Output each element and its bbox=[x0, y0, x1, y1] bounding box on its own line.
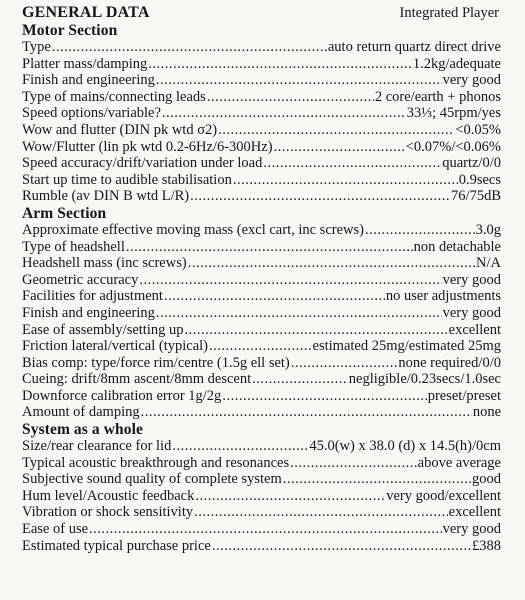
dot-leader bbox=[188, 255, 475, 272]
dot-leader bbox=[365, 222, 475, 239]
dot-leader bbox=[156, 72, 442, 89]
spec-value: excellent bbox=[448, 504, 501, 521]
dot-leader bbox=[89, 521, 442, 538]
dot-leader bbox=[212, 538, 471, 555]
spec-row bbox=[22, 338, 501, 355]
dot-leader bbox=[291, 355, 398, 372]
spec-value: 3.0g bbox=[475, 221, 501, 238]
spec-row bbox=[22, 188, 501, 205]
dot-leader bbox=[162, 105, 406, 122]
spec-label: Hum level/Acoustic feedback bbox=[22, 487, 195, 504]
spec-label: Type of headshell bbox=[22, 238, 125, 255]
spec-label: Wow and flutter (DIN pk wtd σ2) bbox=[22, 121, 218, 138]
dot-leader bbox=[141, 404, 472, 421]
spec-row bbox=[22, 72, 501, 89]
spec-row bbox=[22, 56, 501, 73]
spec-value: 33⅓; 45rpm/yes bbox=[406, 105, 501, 122]
spec-label: Downforce calibration error 1g/2g bbox=[22, 387, 222, 404]
sections-container bbox=[22, 22, 501, 554]
spec-row bbox=[22, 438, 501, 455]
spec-label: Cueing: drift/8mm ascent/8mm descent bbox=[22, 371, 252, 388]
spec-row bbox=[22, 122, 501, 139]
spec-row bbox=[22, 538, 501, 555]
spec-value: no user adjustments bbox=[385, 288, 501, 305]
spec-value: preset/preset bbox=[427, 387, 501, 404]
dot-leader bbox=[209, 338, 312, 355]
dot-leader bbox=[139, 272, 441, 289]
spec-row bbox=[22, 521, 501, 538]
spec-label: Subjective sound quality of complete system bbox=[22, 471, 282, 488]
spec-value: 76/75dB bbox=[451, 188, 501, 205]
dot-leader bbox=[207, 89, 374, 106]
spec-row bbox=[22, 371, 501, 388]
spec-value: none required/0/0 bbox=[398, 354, 501, 371]
page-title: GENERAL DATA bbox=[22, 4, 150, 21]
dot-leader bbox=[283, 471, 471, 488]
spec-label: Speed options/variable? bbox=[22, 105, 161, 122]
spec-row bbox=[22, 239, 501, 256]
spec-value: non detachable bbox=[413, 238, 501, 255]
spec-row bbox=[22, 471, 501, 488]
spec-row bbox=[22, 404, 501, 421]
spec-label: Speed accuracy/drift/variation under load bbox=[22, 155, 263, 172]
spec-value: 45.0(w) x 38.0 (d) x 14.5(h)/0cm bbox=[309, 438, 501, 455]
spec-value: very good bbox=[442, 271, 501, 288]
dot-leader bbox=[222, 388, 426, 405]
spec-row bbox=[22, 89, 501, 106]
spec-value: excellent bbox=[448, 321, 501, 338]
spec-label: Amount of damping bbox=[22, 404, 140, 421]
spec-row bbox=[22, 455, 501, 472]
spec-label: Friction lateral/vertical (typical) bbox=[22, 338, 209, 355]
spec-label: Rumble (av DIN B wtd L/R) bbox=[22, 188, 190, 205]
spec-label: Type of mains/connecting leads bbox=[22, 88, 206, 105]
dot-leader bbox=[172, 438, 308, 455]
spec-label: Approximate effective moving mass (excl cart, inc screws) bbox=[22, 221, 364, 238]
dot-leader bbox=[148, 56, 412, 73]
spec-value: estimated 25mg/estimated 25mg bbox=[312, 338, 501, 355]
spec-row bbox=[22, 222, 501, 239]
dot-leader bbox=[263, 155, 441, 172]
spec-value: very good bbox=[442, 304, 501, 321]
section-title: System as a whole bbox=[22, 421, 143, 439]
spec-value: none bbox=[472, 404, 501, 421]
spec-label: Headshell mass (inc screws) bbox=[22, 255, 187, 272]
dot-leader bbox=[252, 371, 348, 388]
spec-label: Platter mass/damping bbox=[22, 55, 148, 72]
spec-label: Typical acoustic breakthrough and resonances bbox=[22, 454, 290, 471]
header bbox=[22, 4, 501, 22]
spec-label: Type bbox=[22, 39, 51, 55]
spec-row bbox=[22, 488, 501, 505]
dot-leader bbox=[274, 139, 405, 156]
spec-row bbox=[22, 388, 501, 405]
spec-value: quartz/0/0 bbox=[442, 155, 501, 172]
spec-value: negligible/0.23secs/1.0sec bbox=[348, 371, 501, 388]
spec-label: Ease of assembly/setting up bbox=[22, 321, 184, 338]
spec-label: Bias comp: type/force rim/centre (1.5g ell set) bbox=[22, 354, 290, 371]
spec-value: 2 core/earth + phonos bbox=[374, 88, 501, 105]
spec-value: above average bbox=[417, 454, 501, 471]
spec-value: <0.05% bbox=[455, 121, 501, 138]
section-title: Arm Section bbox=[22, 204, 107, 222]
spec-label: Start up time to audible stabilisation bbox=[22, 171, 232, 188]
spec-label: Size/rear clearance for lid bbox=[22, 438, 172, 455]
dot-leader bbox=[194, 504, 448, 521]
spec-value: very good bbox=[442, 72, 501, 89]
dot-leader bbox=[126, 239, 413, 256]
spec-label: Finish and engineering bbox=[22, 304, 155, 321]
spec-row bbox=[22, 172, 501, 189]
spec-label: Geometric accuracy bbox=[22, 271, 139, 288]
spec-value: £388 bbox=[472, 537, 501, 554]
spec-row bbox=[22, 139, 501, 156]
spec-value: 0.9secs bbox=[458, 171, 501, 188]
dot-leader bbox=[190, 188, 450, 205]
dot-leader bbox=[218, 122, 454, 139]
spec-label: Facilities for adjustment bbox=[22, 288, 163, 305]
product-category: Integrated Player bbox=[399, 5, 499, 21]
spec-row bbox=[22, 504, 501, 521]
dot-leader bbox=[233, 172, 458, 189]
spec-value: very good/excellent bbox=[386, 487, 501, 504]
spec-value: auto return quartz direct drive bbox=[327, 39, 501, 55]
dot-leader bbox=[290, 455, 417, 472]
spec-row bbox=[22, 355, 501, 372]
spec-value: 1.2kg/adequate bbox=[412, 55, 501, 72]
spec-value: good bbox=[472, 471, 501, 488]
spec-label: Vibration or shock sensitivity bbox=[22, 504, 194, 521]
section-title: Motor Section bbox=[22, 22, 118, 39]
spec-row bbox=[22, 105, 501, 122]
spec-row bbox=[22, 322, 501, 339]
dot-leader bbox=[164, 288, 385, 305]
spec-row bbox=[22, 155, 501, 172]
dot-leader bbox=[184, 322, 447, 339]
spec-row bbox=[22, 272, 501, 289]
spec-label: Wow/Flutter (lin pk wtd 0.2-6Hz/6-300Hz) bbox=[22, 138, 273, 155]
dot-leader bbox=[195, 488, 385, 505]
spec-value: <0.07%/<0.06% bbox=[405, 138, 501, 155]
dot-leader bbox=[156, 305, 442, 322]
spec-row bbox=[22, 255, 501, 272]
spec-row bbox=[22, 305, 501, 322]
spec-label: Estimated typical purchase price bbox=[22, 537, 211, 554]
spec-value: very good bbox=[442, 521, 501, 538]
spec-label: Finish and engineering bbox=[22, 72, 155, 89]
spec-value: N/A bbox=[476, 255, 501, 272]
spec-label: Ease of use bbox=[22, 521, 89, 538]
dot-leader bbox=[52, 39, 327, 56]
spec-row bbox=[22, 288, 501, 305]
spec-row bbox=[22, 39, 501, 56]
